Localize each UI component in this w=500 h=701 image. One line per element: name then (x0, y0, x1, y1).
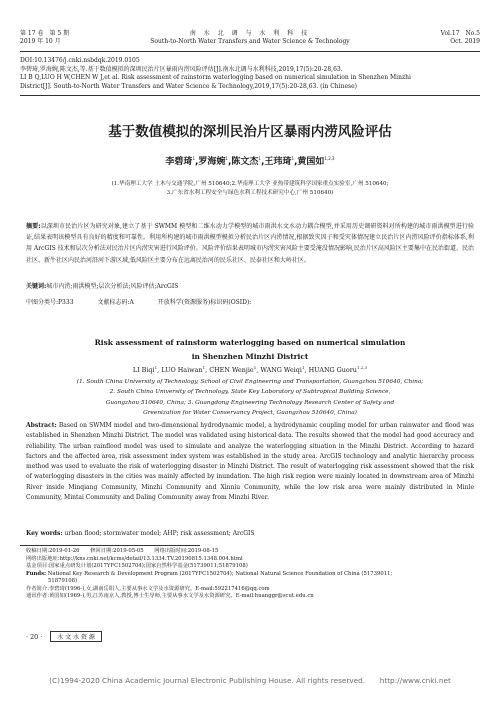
author-en-affil: 1 (301, 365, 305, 370)
cnki-copyright-footer: (C)1994-2020 China Academic Journal Electronic Publishing House. All rights reserved. http://www.cnki.net (49, 676, 451, 685)
abstract-cn (26, 221, 474, 266)
document-code: 文献标志码:A (97, 299, 134, 306)
running-header (20, 30, 480, 52)
author-en: LUO Haiwan (161, 366, 203, 375)
affiliation-en-line2: 2. South China University of Technology, State Key Laboratory of Subtropical Building Science, (109, 389, 391, 396)
author-en: WANG Weiqi (260, 366, 302, 375)
footnote-rule (20, 545, 200, 546)
author-en-affil: 1 (253, 365, 257, 370)
section-box: 水 文 水 资 源 (50, 631, 102, 642)
header-journal-en: South-to-North Water Transfers and Water Science & Technology (150, 38, 350, 45)
footnote-fund-cn: 基金项目:国家重点研发计划(2017YFC1502704);国家自然科学基金(51739011;51879108) (26, 563, 248, 569)
footnote-bio-author: 作者简介:李碧琦(1996-),女,湖南岳阳人,主要从事水文学及水资源研究。E-mail:592217416@qq.com (26, 585, 270, 592)
author-en-affil: 1 (202, 365, 206, 370)
header-journal-cn: 南 水 北 调 与 水 利 科 技 (189, 30, 311, 37)
author-en: LI Biqi (132, 366, 155, 375)
authors-cn: 李碧琦$^1$,罗海婉$^1$,陈文杰$^1$,王玮琦$^1$,黄国如$^{1,2,3}$ (165, 156, 335, 167)
fund-en-label: Funds: (26, 570, 47, 577)
abstract-en-label: Abstract: (26, 422, 57, 429)
citation-cn: 李碧琦,罗海婉,陈文杰,等.基于数值模拟的深圳民治片区暴雨内涝风险评估[J].南水北调与水利科技,2019,17(5):20-28,63. (20, 65, 343, 73)
page-footer (26, 631, 102, 642)
author-cn-affil: 1 (258, 156, 261, 161)
keywords-cn (26, 281, 474, 290)
keywords-cn-text: 城市内涝;雨洪模型;层次分析法;风险评估;ArcGIS (46, 283, 179, 290)
header-issue-en (441, 30, 480, 46)
header-date: 2019 年 10 月 (20, 38, 61, 45)
affiliation-en-line4: Greenization for Water Conservancy Project, Guangzhou 510640, China) (143, 410, 357, 417)
citation-en-line1: LI B Q,LUO H W,CHEN W J,et al. Risk assessment of rainstorm waterlogging based on numerical simulation in Shenzhen Minzhi (20, 74, 411, 82)
osid-label: 开放科学(资源服务)标识码(OSID): (157, 299, 252, 306)
author-cn: 黄国如 (297, 157, 325, 167)
author-cn: 李碧琦 (165, 157, 193, 167)
affiliation-en-line1: (1. South China University of Technology, School of Civil Engineering and Transportation, Guangzhou 510640, China; (76, 379, 424, 385)
title-cn: 基于数值模拟的深圳民治片区暴雨内涝风险评估 (108, 124, 392, 140)
keywords-en-label: Key words: (26, 530, 63, 537)
affiliation-cn-line2: 3.广东省水利工程安全与绿色水利工程技术研究中心,广州 510640) (166, 189, 334, 196)
fund-en-line1: National Key Research & Development Program (2017YFC1502704); National Natural Science Foundation of China (51739011; (47, 570, 393, 577)
affiliations-en (60, 377, 440, 419)
author-cn-affil: 1 (225, 156, 228, 161)
footnote-dates: 收稿日期:2019-01-26 修回日期:2019-05-05 网络出版时间:2019-08-15 (26, 548, 219, 554)
footnote-bio-corresponding: 通讯作者:黄国如(1969-),男,江苏南京人,教授,博士生导师,主要从事水文学及水资源研究。E-mail:huanggr@scut.edu.cn (26, 593, 314, 599)
footnotes (26, 548, 474, 601)
author-cn-affil: 1,2,3 (324, 156, 335, 161)
affiliation-en-line3: Guangzhou 510640, China; 3. Guangdong Engineering Technology Research Center of Safety and (105, 399, 395, 406)
title-en (0, 336, 500, 364)
author-cn-affil: 1 (291, 156, 294, 161)
author-en: CHEN Wenjie (209, 366, 254, 375)
citation-rule (20, 95, 480, 96)
abstract-cn-label: 摘要: (26, 223, 41, 230)
doi[interactable]: DOI:10.13476/j.cnki.nsbdqk.2019.0105 (20, 57, 140, 64)
affiliations-cn (50, 180, 450, 197)
title-en-line1: Risk assessment of rainstorm waterlogging based on numerical simulation (94, 338, 406, 347)
title-en-line2: in Shenzhen Minzhi District (191, 352, 309, 361)
page-number: · 20 · (26, 633, 43, 641)
abstract-cn-text: 以深圳市民治片区为研究对象,建立了基于 SWMM 模型和二维水动力学模型的城市雨洪水文水动力耦合模型,并采用历史调研资料对所构建的城市雨洪模型进行验证,结果表明该模型具有良好的精度和可靠性。利用所构建的城市雨洪模型模拟分析民治片区内涝情况,根据致灾因子和受灾体情况建立民治片区内涝风险评价指标体系,利用 ArcGIS 技术和层次分析法对民治片区内涝灾害进行风险评价。风险评价结果表明城市内涝灾害风险主要受淹没情况影响,民治片区高风险区主要集中在民治街道、民治社区、新牛社区内民治河沿河下游区域,低风险区主要分布在远离民治河的民乐社区、民泰社区和大岭社区。 (26, 223, 474, 264)
header-volume: 第 17 卷 第 5 期 (20, 30, 70, 37)
affiliation-cn-line1: (1.华南理工大学 土木与交通学院,广州 510640;2.华南理工大学 亚热带建筑科学国家重点实验室,广州 510640; (111, 181, 389, 187)
author-cn-affil: 1 (192, 156, 195, 161)
author-en-affil: 1 (154, 365, 158, 370)
footnote-url[interactable]: 网络出版地址:http://kns.cnki.net/kcms/detail/13.1334.TV.20190815.1348.004.html (26, 555, 243, 562)
author-en-affil: 1,2,3 (356, 365, 368, 370)
header-rule (20, 51, 480, 52)
author-cn: 陈文杰 (231, 157, 259, 167)
abstract-en-text: Based on SWMM model and two-dimensional hydrodynamic model, a hydrodynamic coupling model for urban rainwater and flood was established in Shenzhen Minzhi District. The model was validated using historical data. The results showed that the model had good accuracy and reliability. The urban rainflood model was used to simulate and analyze the waterlogging situation in the Minzhi District. According to hazard factors and the affected area, risk assessment index system was established in the study area. ArcGIS technology and analytic hierarchy process method was used to evaluate the risk of waterlogging disaster in Minzhi District. The result of waterlogging risk assessment showed that the risk of waterlogging disasters in the cities was mainly affected by inundation. The high risk region were mainly located in downstream area of Minzhi River inside Minqiang Community, Minzhi Community and Xinniu Community, while the low risk area were mainly distributed in Minle Community, Mintai Community and Daling Community away from Minzhi River. (26, 422, 474, 502)
header-journal (20, 30, 480, 46)
header-date-en: Oct. 2019 (450, 38, 480, 45)
author-en: HUANG Guoru (308, 366, 357, 375)
fund-en-line2: 51879108) (48, 578, 78, 584)
author-cn: 王玮琦 (264, 157, 292, 167)
footnote-fund-en (26, 571, 474, 579)
citation-en-line2: District[J]. South-to-North Water Transfers and Water Science & Technology,2019,17(5):20-28,63. (in Chinese) (20, 82, 357, 90)
abstract-en (26, 421, 474, 503)
authors-en: LI Biqi$^1$, LUO Haiwan$^1$, CHEN Wenjie$^1$, WANG Weiqi$^1$, HUANG Guoru$^{1,2,3}$ (132, 365, 368, 375)
author-cn: 罗海婉 (198, 157, 226, 167)
citation-block (20, 57, 480, 91)
keywords-cn-label: 关键词: (26, 283, 47, 290)
clc-number: 中图分类号:P333 (26, 299, 74, 306)
header-volume-en: Vol.17 No.5 (440, 30, 480, 37)
keywords-en (26, 530, 474, 537)
classification-cn (26, 297, 474, 306)
keywords-en-text: urban flood; stormwater model; AHP; risk assessment; ArcGIS (64, 530, 255, 537)
